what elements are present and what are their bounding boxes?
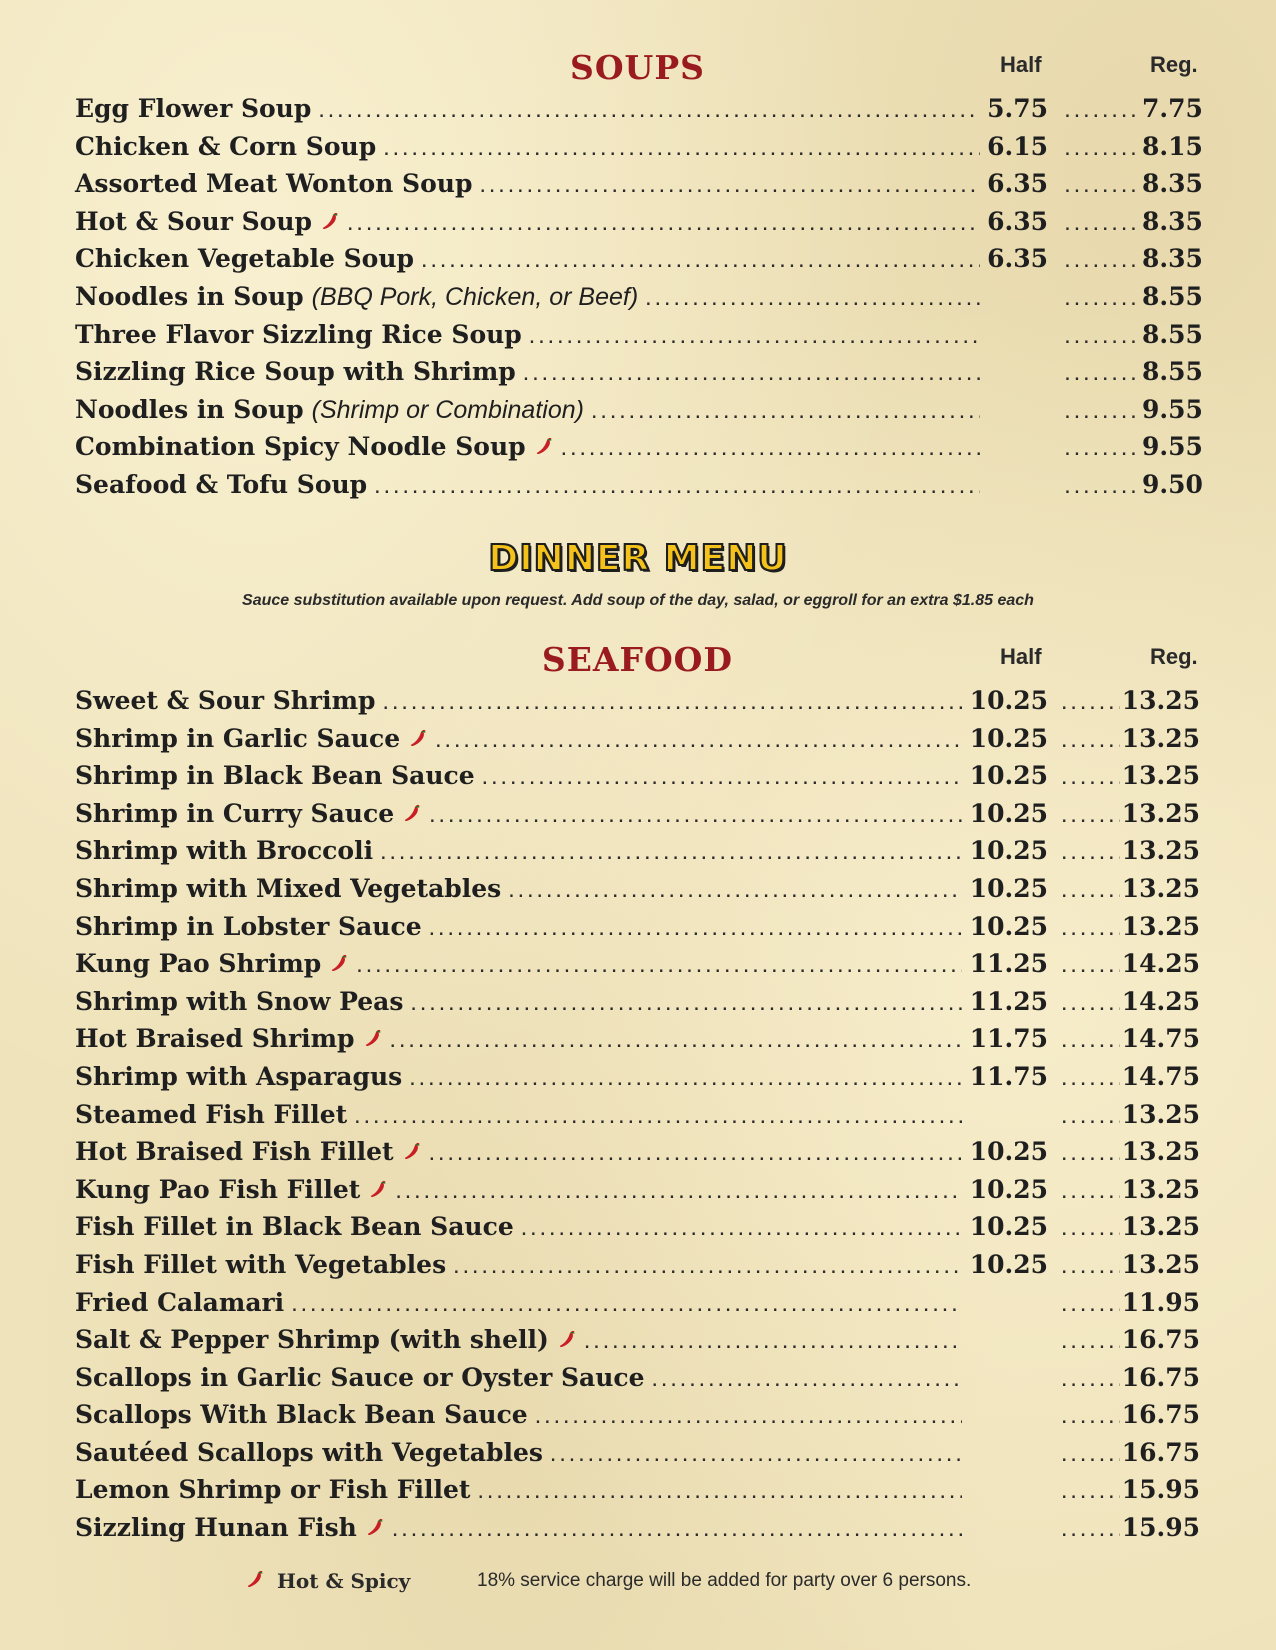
dot-leader xyxy=(520,1213,962,1251)
regular-price: 16.75 xyxy=(1121,1325,1200,1355)
chili-pepper-icon xyxy=(402,796,422,834)
menu-item-name: Fish Fillet in Black Bean Sauce xyxy=(75,1212,514,1242)
menu-item xyxy=(75,240,1203,278)
regular-price: 9.50 xyxy=(1142,469,1203,499)
dot-leader xyxy=(408,1063,962,1101)
menu-item-name: Sweet & Sour Shrimp xyxy=(75,686,376,715)
half-price: 6.35 xyxy=(987,244,1048,274)
chili-pepper-icon xyxy=(329,946,349,984)
menu-item-name: Chicken Vegetable Soup xyxy=(75,244,415,274)
menu-item xyxy=(75,1208,1200,1246)
half-price: 10.25 xyxy=(969,686,1048,715)
half-price: 10.25 xyxy=(969,1174,1048,1204)
soups-title: SOUPS xyxy=(569,48,705,87)
seafood-reg-label: Reg. xyxy=(1150,644,1198,669)
dot-leader xyxy=(478,170,980,208)
dot-leader xyxy=(1060,1138,1120,1176)
dot-leader xyxy=(1060,988,1120,1026)
dot-leader xyxy=(428,800,962,838)
menu-item xyxy=(75,1471,1200,1509)
regular-price: 16.75 xyxy=(1121,1437,1200,1467)
menu-item xyxy=(75,391,1203,429)
dot-leader xyxy=(1060,762,1120,800)
dot-leader xyxy=(382,687,962,725)
dot-leader xyxy=(534,1401,962,1439)
menu-item xyxy=(75,1133,1200,1171)
dot-leader xyxy=(1060,1251,1120,1289)
menu-item xyxy=(75,203,1203,241)
menu-item-name: Noodles in Soup xyxy=(75,281,304,311)
regular-price: 13.25 xyxy=(1121,1212,1200,1242)
dot-leader xyxy=(560,433,980,471)
dot-leader xyxy=(1060,1025,1120,1063)
menu-item xyxy=(75,1246,1200,1284)
half-price: 6.35 xyxy=(987,206,1048,236)
dot-leader xyxy=(1060,95,1142,133)
dot-leader xyxy=(522,358,980,396)
regular-price: 13.25 xyxy=(1121,761,1200,791)
dot-leader xyxy=(373,471,980,509)
regular-price: 9.55 xyxy=(1142,394,1203,424)
half-price: 10.25 xyxy=(969,723,1048,753)
menu-item xyxy=(75,1284,1200,1322)
regular-price: 8.15 xyxy=(1142,131,1203,161)
dot-leader xyxy=(1060,837,1120,875)
dinner-menu-title: DINNER MENU xyxy=(488,538,788,579)
seafood-half-label: Half xyxy=(1000,644,1042,669)
menu-item-name: Assorted Meat Wonton Soup xyxy=(75,169,473,199)
half-price: 10.25 xyxy=(969,911,1048,941)
menu-item-name: Shrimp in Black Bean Sauce xyxy=(75,761,475,791)
seafood-list xyxy=(75,682,1200,1547)
dot-leader xyxy=(1060,1176,1120,1214)
dot-leader xyxy=(1060,800,1120,838)
menu-item xyxy=(75,1171,1200,1209)
regular-price: 13.25 xyxy=(1121,1137,1200,1167)
dot-leader xyxy=(1060,471,1142,509)
spicy-legend-label: Hot & Spicy xyxy=(277,1569,411,1593)
dot-leader xyxy=(355,950,962,988)
dot-leader xyxy=(1060,875,1120,913)
chili-pepper-icon xyxy=(320,204,340,242)
dot-leader xyxy=(434,725,962,763)
menu-item xyxy=(75,466,1203,504)
menu-item-name: Noodles in Soup xyxy=(75,394,304,424)
regular-price: 8.35 xyxy=(1142,206,1203,236)
menu-item xyxy=(75,428,1203,466)
regular-price: 13.25 xyxy=(1121,1099,1200,1129)
menu-item-note: (Shrimp or Combination) xyxy=(311,395,584,424)
dot-leader xyxy=(1060,433,1142,471)
dot-leader xyxy=(428,913,962,951)
soups-header xyxy=(75,48,1200,94)
menu-item-name: Sizzling Rice Soup with Shrimp xyxy=(75,357,516,387)
chili-pepper-icon xyxy=(365,1510,385,1548)
dot-leader xyxy=(353,1101,962,1139)
menu-item xyxy=(75,316,1203,354)
menu-item xyxy=(75,165,1203,203)
dot-leader xyxy=(1060,1101,1120,1139)
dot-leader xyxy=(1060,245,1142,283)
half-price: 10.25 xyxy=(969,761,1048,791)
dot-leader xyxy=(651,1364,963,1402)
regular-price: 14.25 xyxy=(1121,949,1200,979)
dot-leader xyxy=(1060,1289,1120,1327)
dot-leader xyxy=(590,396,980,434)
menu-item-name: Egg Flower Soup xyxy=(75,94,312,123)
dot-leader xyxy=(1060,725,1120,763)
dot-leader xyxy=(476,1476,962,1514)
dot-leader xyxy=(1060,1063,1120,1101)
half-price: 10.25 xyxy=(969,1249,1048,1279)
menu-item-name: Shrimp with Broccoli xyxy=(75,836,374,866)
dinner-menu-subtitle: Sauce substitution available upon request. Add soup of the day, salad, or eggroll for an extra $1.85 each xyxy=(242,592,1034,609)
chili-pepper-icon xyxy=(402,1134,422,1172)
regular-price: 13.25 xyxy=(1121,836,1200,866)
menu-item-name: Hot Braised Shrimp xyxy=(75,1024,355,1054)
regular-price: 15.95 xyxy=(1121,1513,1200,1543)
dot-leader xyxy=(507,875,962,913)
dot-leader xyxy=(1060,687,1120,725)
menu-item xyxy=(75,1509,1200,1547)
dot-leader xyxy=(1060,1213,1120,1251)
spicy-legend xyxy=(245,1568,410,1593)
menu-item-name: Shrimp with Mixed Vegetables xyxy=(75,873,502,903)
menu-item-name: Lemon Shrimp or Fish Fillet xyxy=(75,1475,471,1505)
menu-item-name: Combination Spicy Noodle Soup xyxy=(75,432,526,462)
regular-price: 13.25 xyxy=(1121,798,1200,828)
regular-price: 13.25 xyxy=(1121,1249,1200,1279)
dot-leader xyxy=(1060,1326,1120,1364)
dot-leader xyxy=(420,245,980,283)
menu-item xyxy=(75,1096,1200,1134)
menu-item xyxy=(75,1020,1200,1058)
menu-item-name: Fried Calamari xyxy=(75,1287,285,1317)
dot-leader xyxy=(1060,358,1142,396)
seafood-header xyxy=(75,640,1200,686)
menu-item-name: Hot Braised Fish Fillet xyxy=(75,1137,394,1167)
menu-item-name: Fish Fillet with Vegetables xyxy=(75,1249,447,1279)
menu-item xyxy=(75,1396,1200,1434)
dot-leader xyxy=(1060,1514,1120,1552)
menu-item xyxy=(75,1058,1200,1096)
dot-leader xyxy=(428,1138,962,1176)
menu-item-name: Salt & Pepper Shrimp (with shell) xyxy=(75,1325,549,1355)
half-price: 6.35 xyxy=(987,169,1048,199)
menu-item-name: Scallops in Garlic Sauce or Oyster Sauce xyxy=(75,1362,645,1392)
regular-price: 8.55 xyxy=(1142,319,1203,349)
menu-item-name: Kung Pao Shrimp xyxy=(75,949,322,979)
regular-price: 8.55 xyxy=(1142,281,1203,311)
dot-leader xyxy=(1060,1364,1120,1402)
regular-price: 13.25 xyxy=(1121,911,1200,941)
menu-item-name: Steamed Fish Fillet xyxy=(75,1099,348,1129)
half-price: 11.25 xyxy=(969,986,1048,1016)
half-price: 10.25 xyxy=(969,873,1048,903)
dot-leader xyxy=(452,1251,962,1289)
menu-item-name: Hot & Sour Soup xyxy=(75,206,312,236)
dot-leader xyxy=(481,762,962,800)
dot-leader xyxy=(528,321,980,359)
menu-item-name: Seafood & Tofu Soup xyxy=(75,469,368,499)
soups-list xyxy=(75,90,1203,504)
menu-item-name: Shrimp in Garlic Sauce xyxy=(75,723,401,753)
regular-price: 7.75 xyxy=(1142,94,1203,123)
dot-leader xyxy=(409,988,962,1026)
menu-item-name: Shrimp with Asparagus xyxy=(75,1061,403,1091)
menu-item-name: Sautéed Scallops with Vegetables xyxy=(75,1437,543,1467)
menu-item-name: Scallops With Black Bean Sauce xyxy=(75,1400,528,1430)
menu-item xyxy=(75,278,1203,316)
menu-item xyxy=(75,983,1200,1021)
dot-leader xyxy=(1060,1401,1120,1439)
regular-price: 14.75 xyxy=(1121,1061,1200,1091)
dot-leader xyxy=(549,1439,962,1477)
half-price: 11.75 xyxy=(969,1061,1048,1091)
menu-item xyxy=(75,90,1203,128)
menu-item xyxy=(75,795,1200,833)
dot-leader xyxy=(644,283,980,321)
half-price: 10.25 xyxy=(969,1212,1048,1242)
menu-item xyxy=(75,720,1200,758)
regular-price: 13.25 xyxy=(1121,1174,1200,1204)
service-charge-note: 18% service charge will be added for party over 6 persons. xyxy=(477,1570,972,1591)
regular-price: 14.25 xyxy=(1121,986,1200,1016)
soups-reg-label: Reg. xyxy=(1150,52,1198,77)
footer xyxy=(0,1568,1276,1598)
chili-pepper-icon xyxy=(363,1021,383,1059)
dot-leader xyxy=(1060,950,1120,988)
menu-item xyxy=(75,682,1200,720)
regular-price: 13.25 xyxy=(1121,873,1200,903)
chili-pepper-icon xyxy=(534,429,554,467)
dot-leader xyxy=(1060,913,1120,951)
chili-pepper-icon xyxy=(368,1172,388,1210)
half-price: 10.25 xyxy=(969,1137,1048,1167)
menu-item-name: Shrimp in Lobster Sauce xyxy=(75,911,422,941)
dot-leader xyxy=(317,95,980,133)
dot-leader xyxy=(1060,170,1142,208)
dot-leader xyxy=(391,1514,962,1552)
half-price: 11.25 xyxy=(969,949,1048,979)
menu-item-name: Chicken & Corn Soup xyxy=(75,131,377,161)
regular-price: 16.75 xyxy=(1121,1362,1200,1392)
chili-pepper-icon xyxy=(245,1569,267,1594)
menu-item xyxy=(75,1434,1200,1472)
regular-price: 16.75 xyxy=(1121,1400,1200,1430)
regular-price: 14.75 xyxy=(1121,1024,1200,1054)
half-price: 10.25 xyxy=(969,836,1048,866)
menu-item xyxy=(75,870,1200,908)
menu-item xyxy=(75,1359,1200,1397)
half-price: 5.75 xyxy=(987,94,1048,123)
menu-item xyxy=(75,353,1203,391)
menu-item xyxy=(75,832,1200,870)
dot-leader xyxy=(1060,396,1142,434)
seafood-title: SEAFOOD xyxy=(541,640,734,679)
menu-item xyxy=(75,1321,1200,1359)
soups-half-label: Half xyxy=(1000,52,1042,77)
half-price: 6.15 xyxy=(987,131,1048,161)
half-price: 10.25 xyxy=(969,798,1048,828)
chili-pepper-icon xyxy=(557,1322,577,1360)
regular-price: 9.55 xyxy=(1142,432,1203,462)
regular-price: 11.95 xyxy=(1121,1287,1200,1317)
menu-item-name: Three Flavor Sizzling Rice Soup xyxy=(75,319,522,349)
dot-leader xyxy=(1060,1476,1120,1514)
dot-leader xyxy=(1060,133,1142,171)
menu-item-name: Kung Pao Fish Fillet xyxy=(75,1174,361,1204)
dot-leader xyxy=(346,208,980,246)
regular-price: 15.95 xyxy=(1121,1475,1200,1505)
chili-pepper-icon xyxy=(408,721,428,759)
dot-leader xyxy=(1060,208,1142,246)
menu-item xyxy=(75,908,1200,946)
menu-item xyxy=(75,945,1200,983)
menu-item xyxy=(75,128,1203,166)
regular-price: 13.25 xyxy=(1121,686,1200,715)
dot-leader xyxy=(1060,1439,1120,1477)
menu-item xyxy=(75,757,1200,795)
menu-item-note: (BBQ Pork, Chicken, or Beef) xyxy=(311,282,639,311)
half-price: 11.75 xyxy=(969,1024,1048,1054)
regular-price: 13.25 xyxy=(1121,723,1200,753)
dot-leader xyxy=(1060,321,1142,359)
regular-price: 8.55 xyxy=(1142,357,1203,387)
regular-price: 8.35 xyxy=(1142,244,1203,274)
menu-item-name: Sizzling Hunan Fish xyxy=(75,1513,357,1543)
regular-price: 8.35 xyxy=(1142,169,1203,199)
dot-leader xyxy=(389,1025,962,1063)
menu-item-name: Shrimp with Snow Peas xyxy=(75,986,404,1016)
dot-leader xyxy=(1060,283,1142,321)
menu-item-name: Shrimp in Curry Sauce xyxy=(75,798,395,828)
